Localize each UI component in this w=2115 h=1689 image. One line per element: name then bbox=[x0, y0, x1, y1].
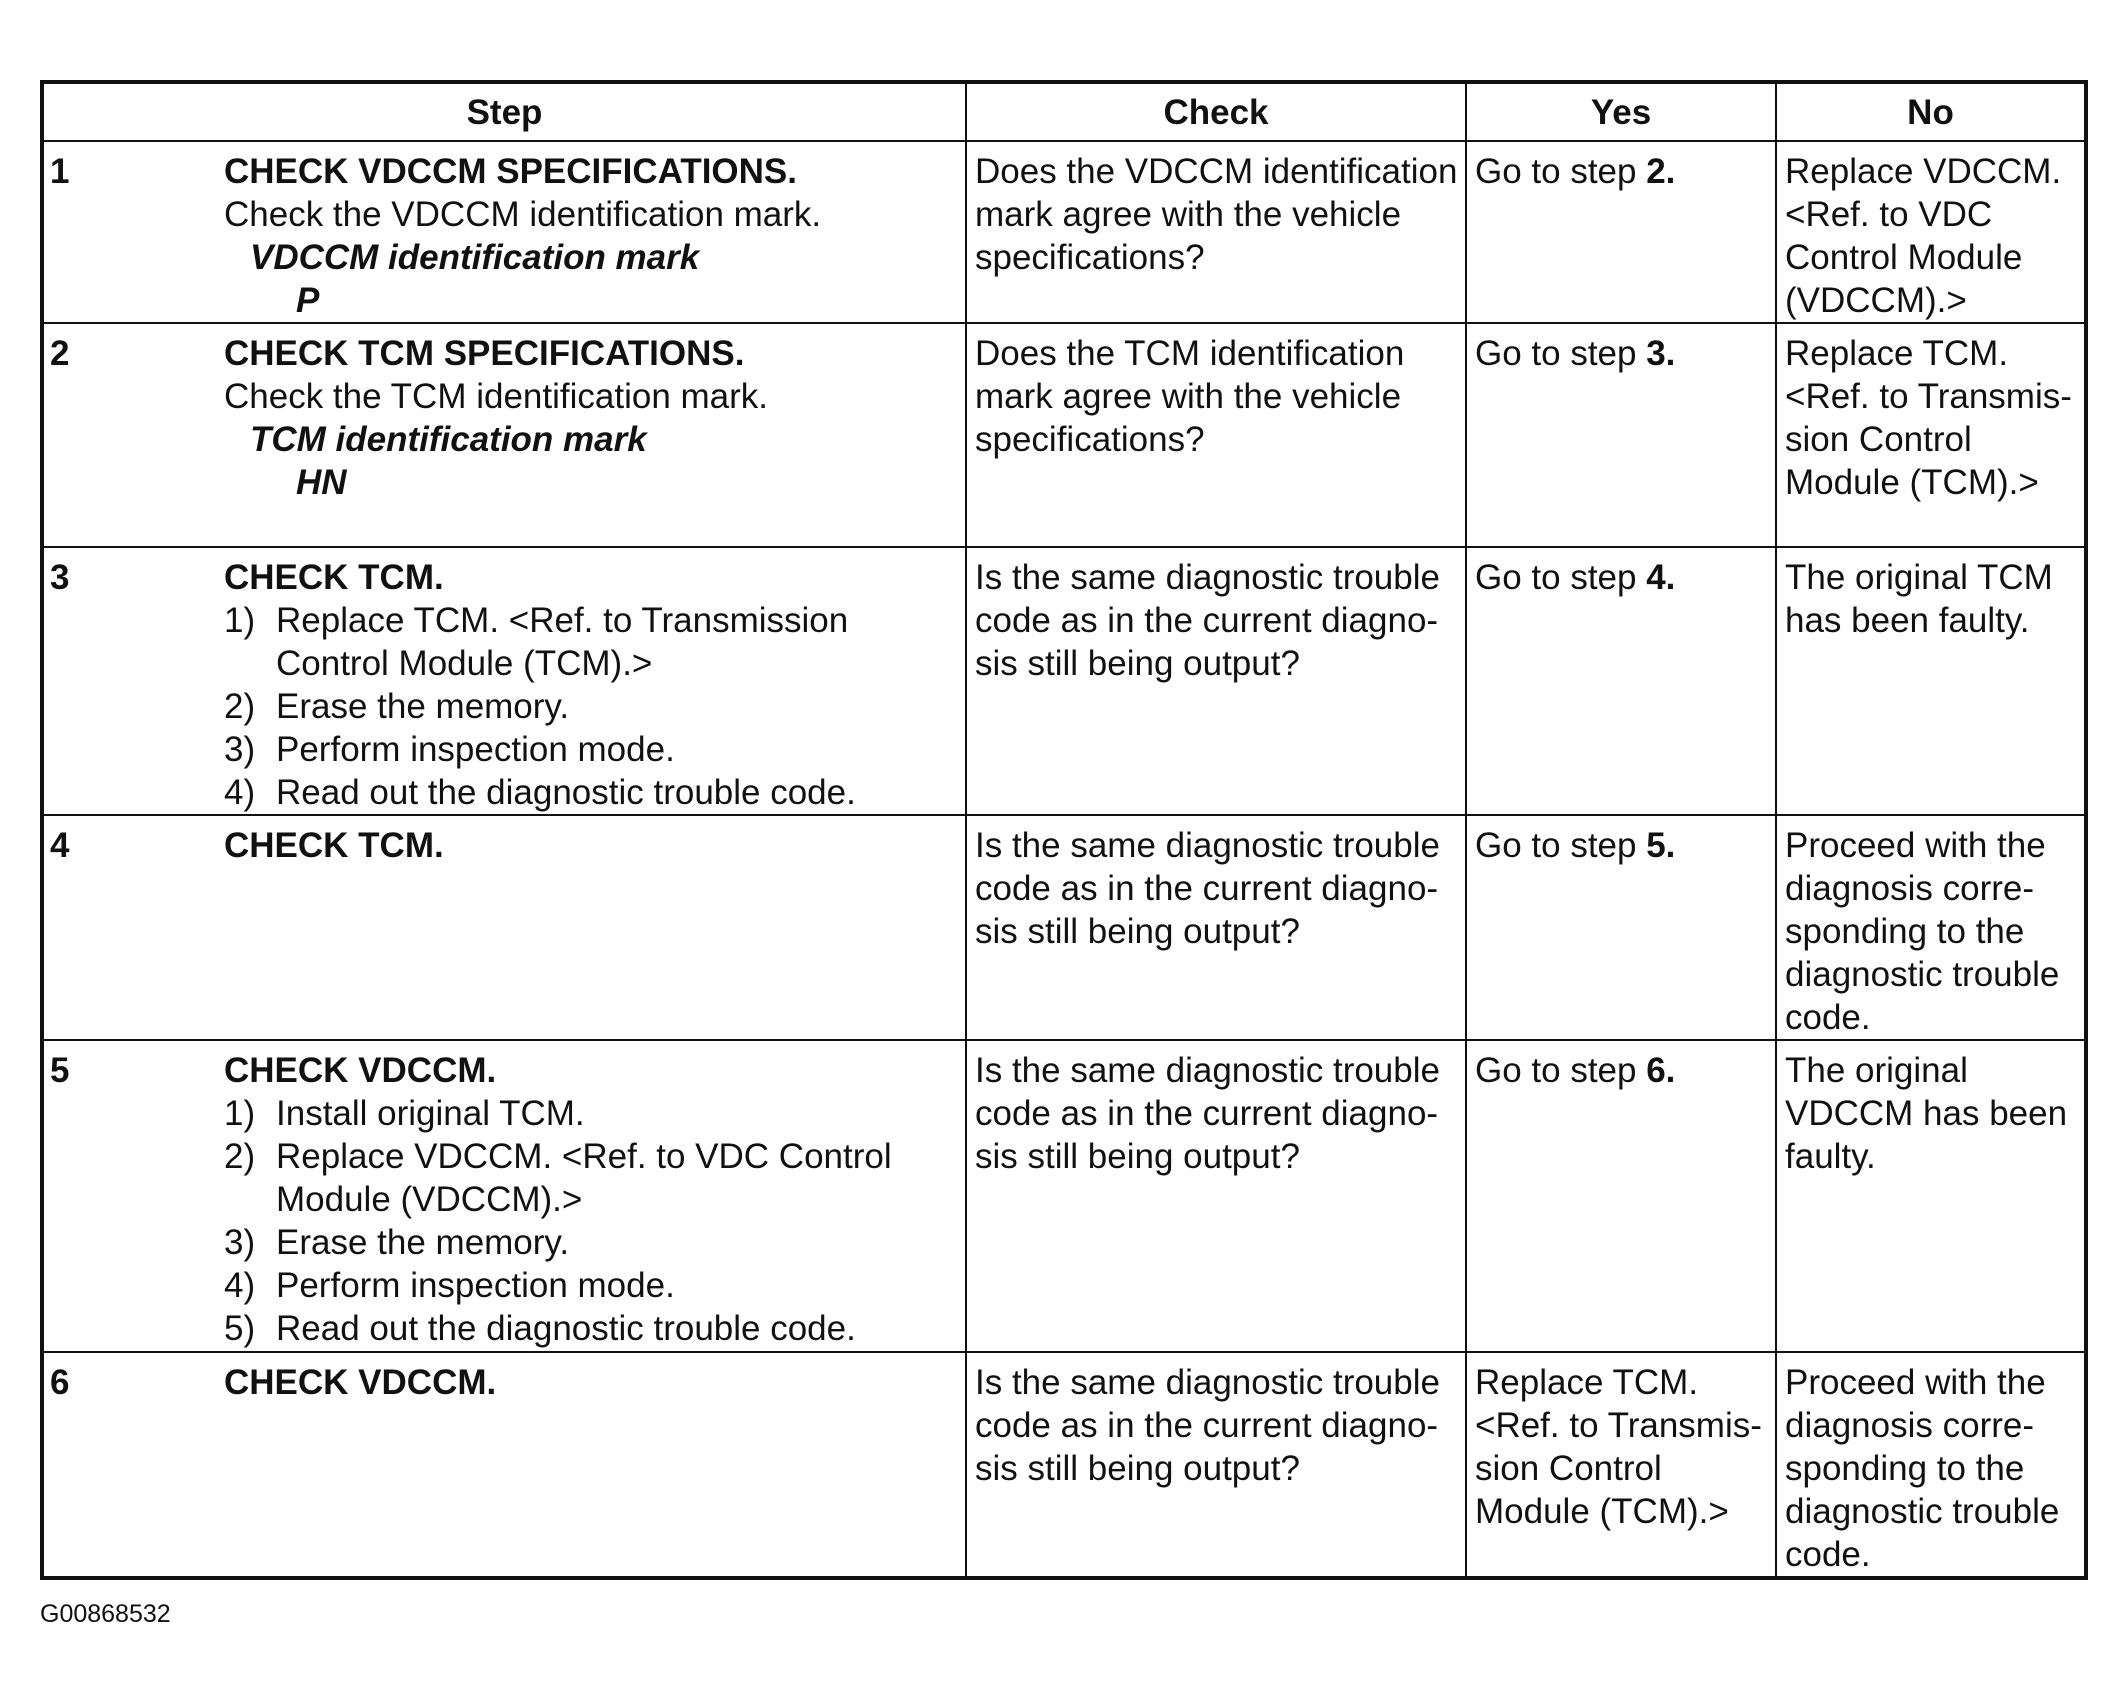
substep-text: Install original TCM. bbox=[276, 1094, 585, 1133]
step-cell bbox=[42, 1352, 966, 1578]
substep-text: Erase the memory. bbox=[276, 1223, 570, 1262]
identification-label: TCM identification mark bbox=[250, 420, 647, 459]
header-no: No bbox=[1776, 82, 2086, 141]
yes-cell: Replace TCM. <Ref. to Transmis-sion Control Module (TCM).> bbox=[1466, 1352, 1776, 1578]
check-cell: Does the VDCCM identification mark agree with the vehicle specifications? bbox=[966, 141, 1466, 323]
substep-list bbox=[224, 599, 957, 814]
table-row bbox=[42, 1040, 2086, 1352]
yes-cell bbox=[1466, 323, 1776, 547]
list-item bbox=[224, 1264, 957, 1307]
substep-text: Read out the diagnostic trouble code. bbox=[276, 1309, 856, 1348]
check-cell: Does the TCM identification mark agree with the vehicle specifications? bbox=[966, 323, 1466, 547]
step-title: CHECK TCM. bbox=[224, 558, 444, 597]
step-cell bbox=[42, 1040, 966, 1352]
no-cell: Proceed with the diagnosis corre-sponding to the diagnostic trouble code. bbox=[1776, 1352, 2086, 1578]
no-cell: The original VDCCM has been faulty. bbox=[1776, 1040, 2086, 1352]
no-cell: Proceed with the diagnosis corre-sponding to the diagnostic trouble code. bbox=[1776, 815, 2086, 1040]
substep-number: 3) bbox=[224, 1223, 256, 1262]
header-yes: Yes bbox=[1466, 82, 1776, 141]
table-row bbox=[42, 547, 2086, 815]
substep-text: Replace VDCCM. <Ref. to VDC Control Module (VDCCM).> bbox=[276, 1137, 892, 1219]
step-number: 5 bbox=[50, 1051, 70, 1090]
list-item bbox=[224, 1092, 957, 1135]
yes-text: Go to step bbox=[1475, 558, 1647, 597]
identification-label: VDCCM identification mark bbox=[250, 238, 700, 277]
yes-text: Go to step bbox=[1475, 1051, 1647, 1090]
yes-text: Go to step bbox=[1475, 152, 1647, 191]
yes-text: Go to step bbox=[1475, 826, 1647, 865]
step-description: Check the TCM identification mark. bbox=[224, 377, 769, 416]
check-cell: Is the same diagnostic trouble code as in the current diagno-sis still being output? bbox=[966, 815, 1466, 1040]
list-item bbox=[224, 1135, 957, 1221]
list-item bbox=[224, 771, 957, 814]
table-row bbox=[42, 1352, 2086, 1578]
substep-text: Read out the diagnostic trouble code. bbox=[276, 773, 856, 812]
substep-number: 2) bbox=[224, 687, 256, 726]
yes-step-ref: 3. bbox=[1646, 334, 1676, 373]
table-row bbox=[42, 323, 2086, 547]
step-cell bbox=[42, 141, 966, 323]
yes-step-ref: 4. bbox=[1646, 558, 1676, 597]
list-item bbox=[224, 728, 957, 771]
step-number: 2 bbox=[50, 334, 70, 373]
yes-cell bbox=[1466, 141, 1776, 323]
step-title: CHECK VDCCM. bbox=[224, 1363, 497, 1402]
step-cell bbox=[42, 323, 966, 547]
yes-step-ref: 5. bbox=[1646, 826, 1676, 865]
step-title: CHECK TCM SPECIFICATIONS. bbox=[224, 334, 745, 373]
substep-text: Perform inspection mode. bbox=[276, 730, 675, 769]
table-header-row bbox=[42, 82, 2086, 141]
step-number: 4 bbox=[50, 826, 70, 865]
table-row bbox=[42, 815, 2086, 1040]
step-title: CHECK VDCCM SPECIFICATIONS. bbox=[224, 152, 797, 191]
substep-text: Perform inspection mode. bbox=[276, 1266, 675, 1305]
list-item bbox=[224, 1221, 957, 1264]
step-cell bbox=[42, 547, 966, 815]
identification-value: P bbox=[296, 281, 320, 320]
no-cell: The original TCM has been faulty. bbox=[1776, 547, 2086, 815]
step-description: Check the VDCCM identification mark. bbox=[224, 195, 822, 234]
no-cell: Replace TCM. <Ref. to Transmis-sion Control Module (TCM).> bbox=[1776, 323, 2086, 547]
list-item bbox=[224, 599, 957, 685]
yes-step-ref: 6. bbox=[1646, 1051, 1676, 1090]
identification-value: HN bbox=[296, 463, 347, 502]
step-title: CHECK TCM. bbox=[224, 826, 444, 865]
table-row bbox=[42, 141, 2086, 323]
substep-number: 4) bbox=[224, 773, 256, 812]
substep-number: 2) bbox=[224, 1137, 256, 1176]
yes-cell bbox=[1466, 547, 1776, 815]
yes-cell bbox=[1466, 815, 1776, 1040]
substep-text: Replace TCM. <Ref. to Transmission Control Module (TCM).> bbox=[276, 601, 849, 683]
substep-number: 1) bbox=[224, 1094, 256, 1133]
diagnostic-procedure-table bbox=[40, 80, 2088, 1580]
document-code: G00868532 bbox=[40, 1600, 171, 1628]
substep-number: 5) bbox=[224, 1309, 256, 1348]
yes-text: Go to step bbox=[1475, 334, 1647, 373]
step-number: 1 bbox=[50, 152, 70, 191]
substep-number: 3) bbox=[224, 730, 256, 769]
header-check: Check bbox=[966, 82, 1466, 141]
list-item bbox=[224, 1307, 957, 1350]
step-number: 3 bbox=[50, 558, 70, 597]
check-cell: Is the same diagnostic trouble code as in the current diagno-sis still being output? bbox=[966, 547, 1466, 815]
substep-text: Erase the memory. bbox=[276, 687, 570, 726]
step-number: 6 bbox=[50, 1363, 70, 1402]
step-cell bbox=[42, 815, 966, 1040]
check-cell: Is the same diagnostic trouble code as in the current diagno-sis still being output? bbox=[966, 1352, 1466, 1578]
yes-step-ref: 2. bbox=[1646, 152, 1676, 191]
step-title: CHECK VDCCM. bbox=[224, 1051, 497, 1090]
header-step: Step bbox=[42, 82, 966, 141]
yes-cell bbox=[1466, 1040, 1776, 1352]
list-item bbox=[224, 685, 957, 728]
substep-number: 1) bbox=[224, 601, 256, 640]
substep-number: 4) bbox=[224, 1266, 256, 1305]
substep-list bbox=[224, 1092, 957, 1350]
check-cell: Is the same diagnostic trouble code as in the current diagno-sis still being output? bbox=[966, 1040, 1466, 1352]
no-cell: Replace VDCCM. <Ref. to VDC Control Module (VDCCM).> bbox=[1776, 141, 2086, 323]
